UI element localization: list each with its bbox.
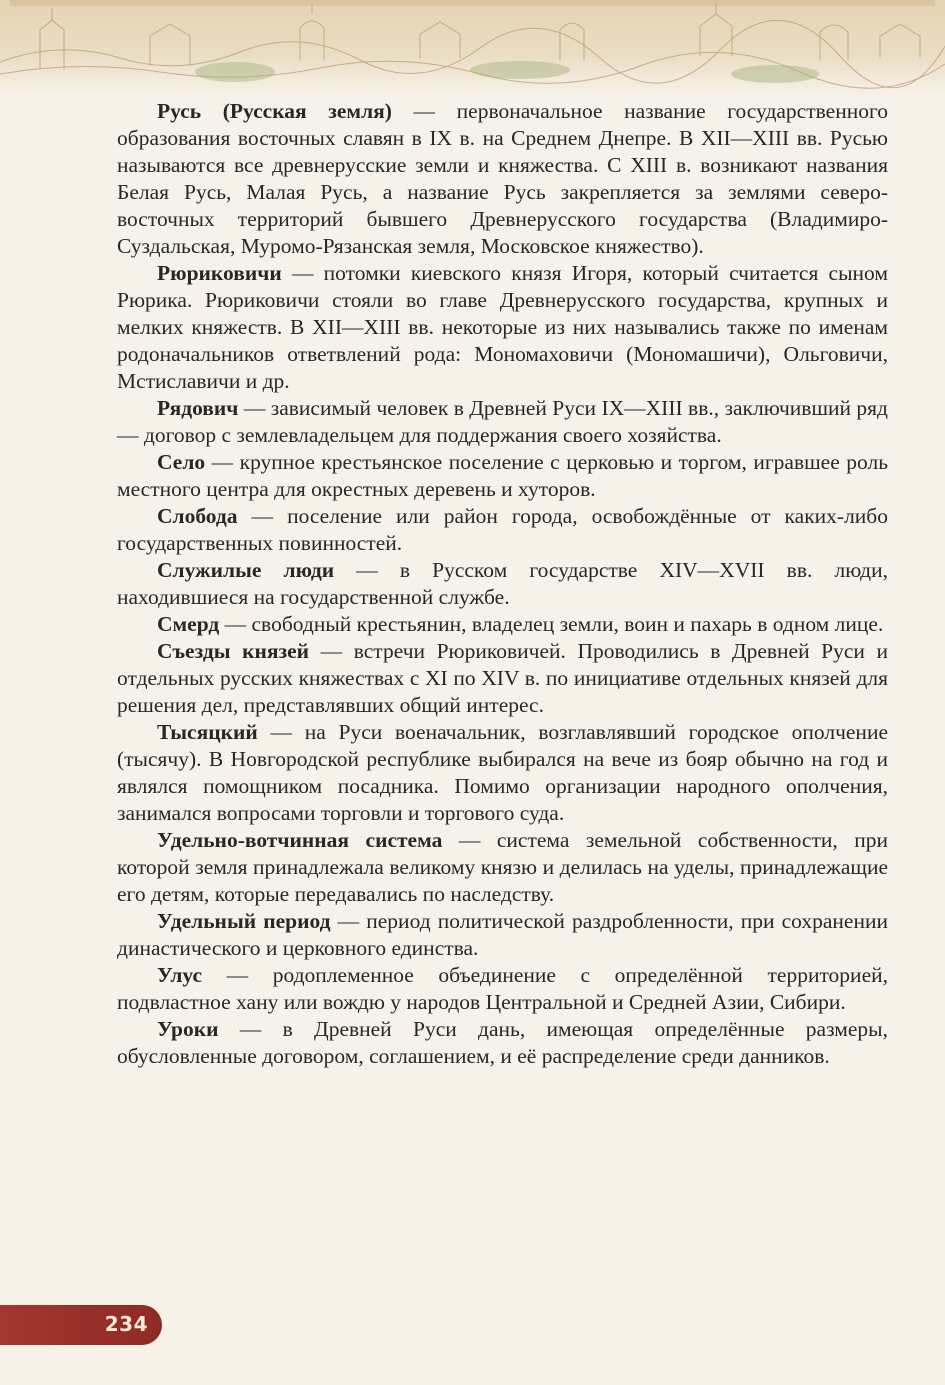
glossary-entry — [117, 908, 888, 962]
entry-definition: — зависимый человек в Древней Руси IX—XIII вв., заключивший ряд — договор с землевладельцем для поддержания своего хозяйства. — [117, 396, 888, 447]
entry-term: Слобода — [157, 504, 238, 528]
entry-term: Съезды князей — [157, 639, 310, 663]
entry-term: Село — [157, 450, 206, 474]
entry-definition: — родоплеменное объединение с определённой территорией, подвластное хану или вождю у народов Центральной и Средней Азии, Сибири. — [117, 963, 888, 1014]
glossary-entry — [117, 827, 888, 908]
glossary-entry — [117, 719, 888, 827]
glossary-entry — [117, 638, 888, 719]
entry-term: Улус — [157, 963, 203, 987]
entry-definition: — в Русском государстве XIV—XVII вв. люди, находившиеся на государственной службе. — [117, 558, 888, 609]
glossary-entry — [117, 962, 888, 1016]
page-number: 234 — [104, 1312, 148, 1336]
entry-definition: — период политической раздробленности, при сохранении династического и церковного единства. — [117, 909, 888, 960]
entry-definition: — свободный крестьянин, владелец земли, воин и пахарь в одном лице. — [219, 612, 884, 636]
entry-definition: — на Руси военачальник, возглавлявший городское ополчение (тысячу). В Новгородской республике выбирался на вече из бояр обычно на год и являлся помощником посадника. Помимо организации народного ополчения, занимался вопросами торговли и торгового суда. — [117, 720, 888, 825]
entry-term: Рядович — [157, 396, 239, 420]
glossary-list — [117, 98, 888, 1070]
entry-term: Уроки — [157, 1017, 219, 1041]
page-number-tab — [0, 1305, 162, 1345]
entry-definition: — в Древней Руси дань, имеющая определённые размеры, обусловленные договором, соглашением, и её распределение среди данников. — [117, 1017, 888, 1068]
entry-definition: — первоначальное название государственного образования восточных славян в IX в. на Среднем Днепре. В XII—XIII вв. Русью называются все древнерусские земли и княжества. С XIII в. возникают названия Белая Русь, Малая Русь, а название Русь закрепляется за землями северо-восточных территорий бывшего Древнерусского государства (Владимиро-Суздальская, Муромо-Рязанская земля, Московское княжество). — [117, 99, 888, 258]
entry-term: Смерд — [157, 612, 220, 636]
glossary-entry — [117, 449, 888, 503]
entry-term: Русь (Русская земля) — [157, 99, 392, 123]
entry-term: Тысяцкий — [157, 720, 258, 744]
entry-term: Удельный период — [157, 909, 331, 933]
landscape-sketch-icon — [0, 0, 945, 96]
glossary-entry — [117, 395, 888, 449]
entry-term: Служилые люди — [157, 558, 335, 582]
glossary-entry — [117, 1016, 888, 1070]
glossary-entry — [117, 557, 888, 611]
entry-definition: — потомки киевского князя Игоря, который считается сыном Рюрика. Рюриковичи стояли во главе Древнерусского государства, крупных и мелких княжеств. В XII—XIII вв. некоторые из них назывались также по именам родоначальников ответвлений рода: Мономаховичи (Мономашичи), Ольговичи, Мстиславичи и др. — [117, 261, 888, 393]
entry-definition: — встречи Рюриковичей. Проводились в Древней Руси и отдельных русских княжествах с XI по XIV в. по инициативе отдельных князей для решения дел, представлявших общий интерес. — [117, 639, 889, 717]
entry-term: Удельно-вотчинная система — [157, 828, 443, 852]
glossary-entry — [117, 503, 888, 557]
glossary-entry — [117, 260, 888, 395]
entry-definition: — поселение или район города, освобождённые от каких-либо государственных повинностей. — [117, 504, 888, 555]
entry-definition: — крупное крестьянское поселение с церковью и торгом, игравшее роль местного центра для окрестных деревень и хуторов. — [117, 450, 888, 501]
glossary-entry — [117, 98, 888, 260]
entry-term: Рюриковичи — [157, 261, 282, 285]
decorative-header-illustration — [0, 0, 945, 96]
entry-definition: — система земельной собственности, при которой земля принадлежала великому князю и делилась на уделы, принадлежащие его детям, которые передавались по наследству. — [117, 828, 888, 906]
glossary-entry — [117, 611, 888, 638]
